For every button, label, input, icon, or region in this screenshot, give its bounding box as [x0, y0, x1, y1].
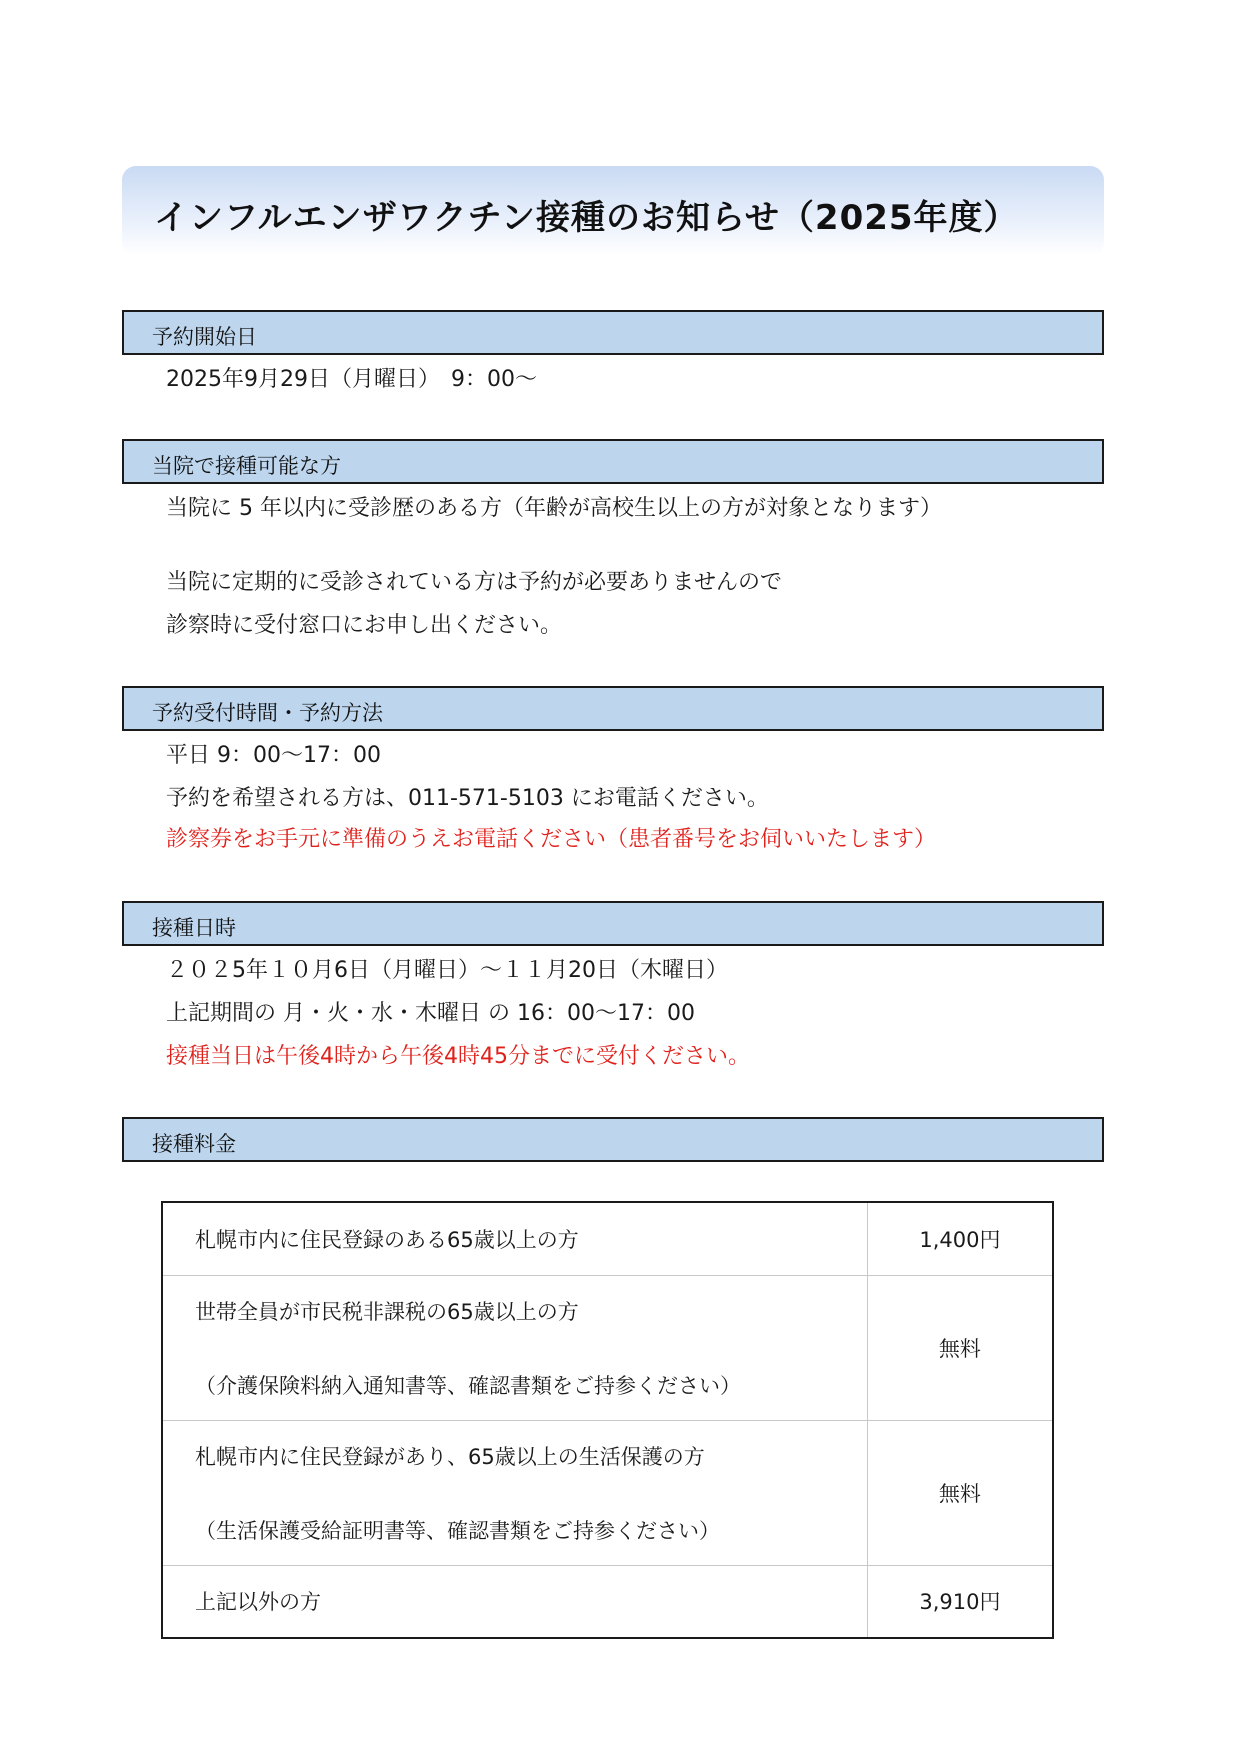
fee-description-note: （生活保護受給証明書等、確認書類をご持参ください） [195, 1518, 720, 1543]
fee-table [161, 1201, 1054, 1639]
section-header-label: 接種日時 [152, 916, 236, 940]
fee-description [162, 1202, 867, 1275]
reservation-hours: 平日 9：00～17：00 [166, 743, 381, 768]
page-title: インフルエンザワクチン接種のお知らせ（2025年度） [154, 198, 1019, 238]
table-row [162, 1275, 1053, 1420]
reservation-note: 診察券をお手元に準備のうえお電話ください（患者番号をお伺いいたします） [166, 827, 937, 852]
fee-description [162, 1565, 867, 1638]
section-header-vaccination-dates [122, 901, 1104, 946]
section-header-reservation-start [122, 310, 1104, 355]
fee-description-note: （介護保険料納入通知書等、確認書類をご持参ください） [195, 1373, 741, 1398]
vaccination-days-hours: 上記期間の 月・火・水・木曜日 の 16：00～17：00 [166, 1001, 695, 1026]
fee-price: 無料 [867, 1275, 1053, 1420]
section-header-label: 予約開始日 [152, 325, 257, 349]
fee-description-text: 上記以外の方 [195, 1590, 321, 1615]
title-banner [122, 166, 1104, 256]
table-row [162, 1420, 1053, 1565]
section-header-label: 当院で接種可能な方 [152, 454, 341, 478]
eligibility-line: 当院に 5 年以内に受診歴のある方（年齢が高校生以上の方が対象となります） [166, 496, 942, 521]
section-header-reservation-method [122, 686, 1104, 731]
section-header-label: 予約受付時間・予約方法 [152, 701, 383, 725]
fee-description-text: 世帯全員が市民税非課税の65歳以上の方 [195, 1299, 579, 1324]
eligibility-line: 当院に定期的に受診されている方は予約が必要ありませんので [166, 570, 783, 595]
fee-price: 無料 [867, 1420, 1053, 1565]
vaccination-period: ２０２5年１０月6日（月曜日）～１１月20日（木曜日） [166, 958, 728, 983]
fee-description-text: 札幌市内に住民登録のある65歳以上の方 [195, 1227, 579, 1252]
section-header-fees [122, 1117, 1104, 1162]
fee-description [162, 1275, 867, 1420]
section-header-label: 接種料金 [152, 1132, 236, 1156]
table-row [162, 1565, 1053, 1638]
vaccination-reception-note: 接種当日は午後4時から午後4時45分までに受付ください。 [166, 1044, 750, 1069]
fee-price: 1,400円 [867, 1202, 1053, 1275]
fee-price: 3,910円 [919, 1590, 1001, 1615]
eligibility-line: 診察時に受付窓口にお申し出ください。 [166, 613, 563, 638]
reservation-phone: 予約を希望される方は、011-571-5103 にお電話ください。 [166, 786, 769, 811]
fee-description [162, 1420, 867, 1565]
section-header-eligibility [122, 439, 1104, 484]
reservation-start-date: 2025年9月29日（月曜日） 9：00～ [166, 367, 537, 392]
table-row [162, 1202, 1053, 1275]
fee-description-text: 札幌市内に住民登録があり、65歳以上の生活保護の方 [195, 1444, 705, 1469]
